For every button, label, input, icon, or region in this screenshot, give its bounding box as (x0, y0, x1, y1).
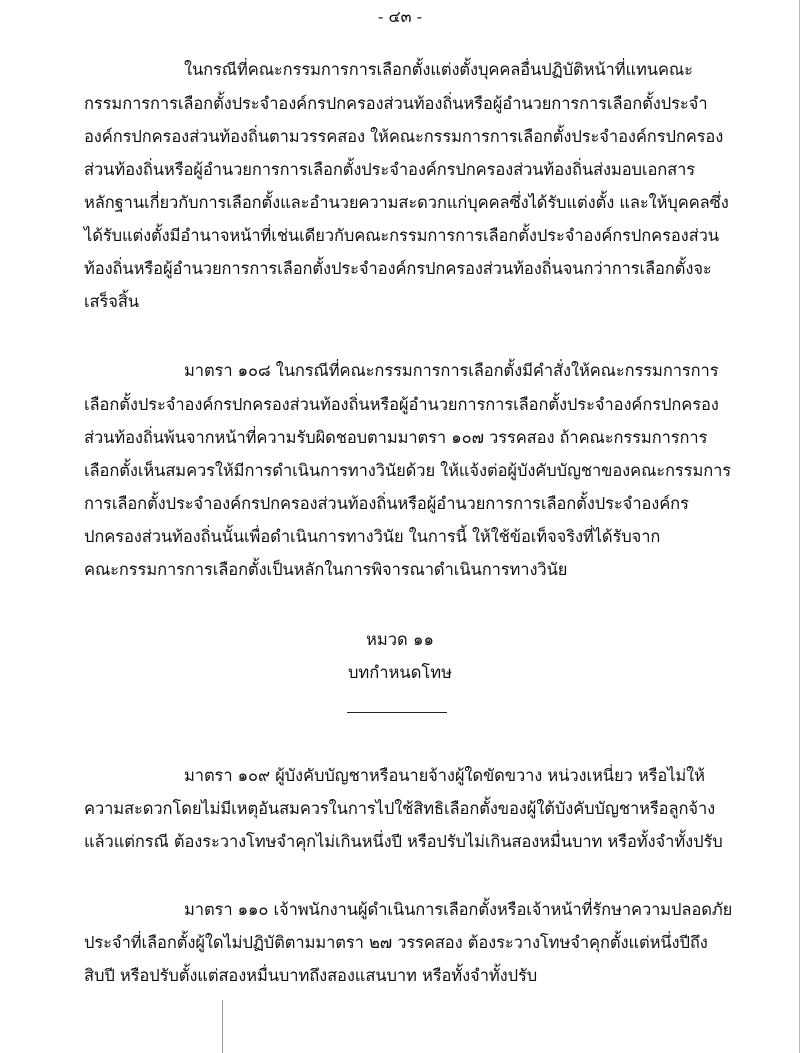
paragraph-line: เลือกตั้งประจำองค์กรปกครองส่วนท้องถิ่นหรือผู้อำนวยการการเลือกตั้งประจำองค์กรปกครอง (84, 395, 719, 414)
paragraph-line: องค์กรปกครองส่วนท้องถิ่นตามวรรคสอง ให้คณะกรรมการการเลือกตั้งประจำองค์กรปกครอง (84, 127, 724, 146)
paragraph-line: ในกรณีที่คณะกรรมการการเลือกตั้งแต่งตั้งบุคคลอื่นปฏิบัติหน้าที่แทนคณะ (184, 60, 693, 79)
paragraph-line: ความสะดวกโดยไม่มีเหตุอันสมควรในการไปใช้สิทธิเลือกตั้งของผู้ใต้บังคับบัญชาหรือลูกจ้าง (84, 799, 716, 818)
paragraph-line: หลักฐานเกี่ยวกับการเลือกตั้งและอำนวยความสะดวกแก่บุคคลซึ่งได้รับแต่งตั้ง และให้บุคคลซึ่ง (84, 193, 729, 212)
page-number: - ๔๓ - (377, 7, 423, 26)
paragraph-line: กรรมการการเลือกตั้งประจำองค์กรปกครองส่วนท้องถิ่นหรือผู้อำนวยการการเลือกตั้งประจำ (84, 94, 708, 113)
paragraph-line: ประจำที่เลือกตั้งผู้ใดไม่ปฏิบัติตามมาตรา ๒๗ วรรคสอง ต้องระวางโทษจำคุกตั้งแต่หนึ่งปีถึง (84, 933, 708, 952)
paragraph-line: ได้รับแต่งตั้งมีอำนาจหน้าที่เช่นเดียวกับคณะกรรมการการเลือกตั้งประจำองค์กรปกครองส่วน (84, 226, 719, 245)
scan-artifact-line (222, 1000, 223, 1053)
chapter-title: บทกำหนดโทษ (347, 663, 453, 682)
paragraph-line: การเลือกตั้งประจำองค์กรปกครองส่วนท้องถิ่นหรือผู้อำนวยการการเลือกตั้งประจำองค์กร (84, 494, 689, 513)
paragraph-line: ส่วนท้องถิ่นหรือผู้อำนวยการการเลือกตั้งประจำองค์กรปกครองส่วนท้องถิ่นส่งมอบเอกสาร (84, 160, 696, 179)
paragraph-line: เลือกตั้งเห็นสมควรให้มีการดำเนินการทางวินัยด้วย ให้แจ้งต่อผู้บังคับบัญชาของคณะกรรมการ (84, 461, 732, 480)
paragraph-line: ปกครองส่วนท้องถิ่นนั้นเพื่อดำเนินการทางวินัย ในการนี้ ให้ใช้ข้อเท็จจริงที่ได้รับจาก (84, 527, 661, 546)
paragraph-line: ท้องถิ่นหรือผู้อำนวยการการเลือกตั้งประจำองค์กรปกครองส่วนท้องถิ่นจนกว่าการเลือกตั้งจะ (84, 259, 712, 278)
paragraph-line: เสร็จสิ้น (84, 292, 139, 311)
section-heading-line: มาตรา ๑๑๐ เจ้าพนักงานผู้ดำเนินการเลือกตั้งหรือเจ้าหน้าที่รักษาความปลอดภัย (184, 900, 733, 919)
paragraph-line: สิบปี หรือปรับตั้งแต่สองหมื่นบาทถึงสองแสนบาท หรือทั้งจำทั้งปรับ (84, 966, 538, 985)
chapter-number: หมวด ๑๑ (366, 630, 434, 649)
paragraph-line: แล้วแต่กรณี ต้องระวางโทษจำคุกไม่เกินหนึ่งปี หรือปรับไม่เกินสองหมื่นบาท หรือทั้งจำทั้งปรับ (84, 832, 723, 851)
paragraph-line: คณะกรรมการการเลือกตั้งเป็นหลักในการพิจารณาดำเนินการทางวินัย (84, 560, 568, 579)
section-heading-line: มาตรา ๑๐๙ ผู้บังคับบัญชาหรือนายจ้างผู้ใดขัดขวาง หน่วงเหนี่ยว หรือไม่ให้ (184, 766, 705, 785)
paragraph-line: ส่วนท้องถิ่นพ้นจากหน้าที่ความรับผิดชอบตามมาตรา ๑๐๗ วรรคสอง ถ้าคณะกรรมการการ (84, 428, 708, 447)
section-heading-line: มาตรา ๑๐๘ ในกรณีที่คณะกรรมการการเลือกตั้งมีคำสั่งให้คณะกรรมการการ (184, 361, 719, 380)
chapter-divider (347, 712, 447, 713)
